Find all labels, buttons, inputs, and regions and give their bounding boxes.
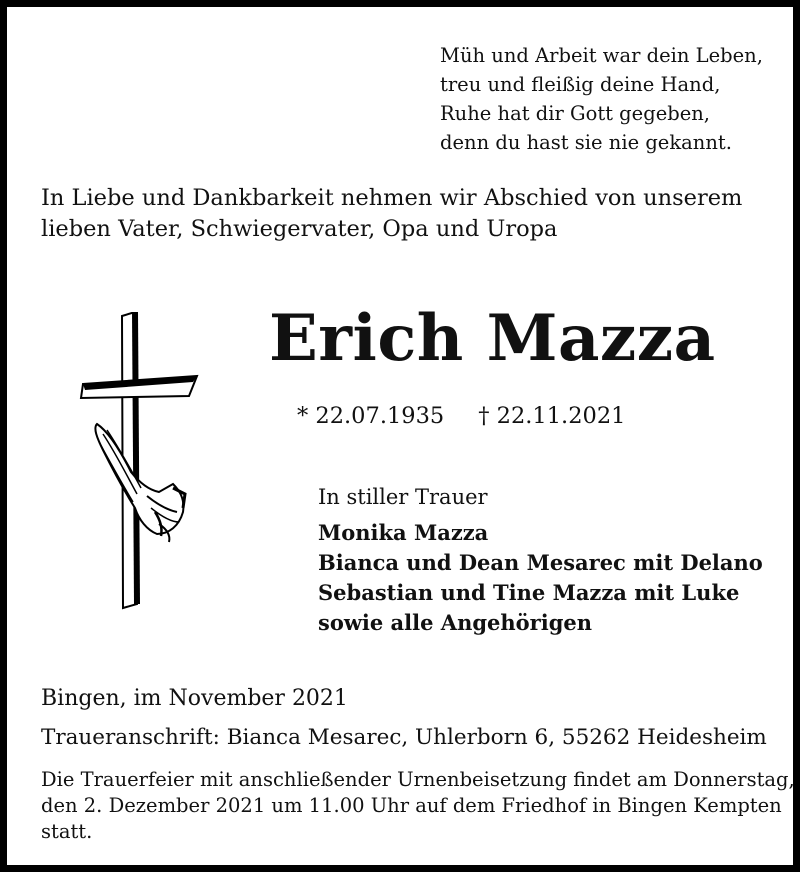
ceremony-line: statt. — [41, 820, 93, 843]
deceased-name: Erich Mazza — [269, 301, 716, 376]
ceremony-notice — [41, 767, 795, 845]
poem-line: Müh und Arbeit war dein Leben, — [440, 44, 763, 67]
poem-line: treu und fleißig deine Hand, — [440, 73, 721, 96]
poem — [440, 41, 763, 157]
ceremony-line: Die Trauerfeier mit anschließender Urnenbeisetzung findet am Donnerstag, — [41, 768, 795, 791]
mourning-address: Traueranschrift: Bianca Mesarec, Uhlerborn 6, 55262 Heidesheim — [41, 725, 767, 750]
intro-line: lieben Vater, Schwiegervater, Opa und Uropa — [41, 216, 558, 242]
mourner-list — [318, 518, 763, 638]
poem-line: denn du hast sie nie gekannt. — [440, 131, 732, 154]
death-date: † 22.11.2021 — [478, 403, 626, 429]
mourner-name: sowie alle Angehörigen — [318, 610, 593, 635]
cross-with-praying-hands-icon — [77, 312, 199, 612]
intro-line: In Liebe und Dankbarkeit nehmen wir Abschied von unserem — [41, 185, 743, 211]
mourner-name: Bianca und Dean Mesarec mit Delano — [318, 550, 763, 575]
birth-date: * 22.07.1935 — [297, 403, 445, 429]
poem-line: Ruhe hat dir Gott gegeben, — [440, 102, 711, 125]
mourning-heading: In stiller Trauer — [318, 485, 488, 509]
intro-text — [41, 183, 742, 245]
life-dates — [297, 401, 625, 431]
mourner-name: Sebastian und Tine Mazza mit Luke — [318, 580, 740, 605]
place-date: Bingen, im November 2021 — [41, 686, 348, 711]
mourner-name: Monika Mazza — [318, 520, 489, 545]
ceremony-line: den 2. Dezember 2021 um 11.00 Uhr auf dem Friedhof in Bingen Kempten — [41, 794, 782, 817]
